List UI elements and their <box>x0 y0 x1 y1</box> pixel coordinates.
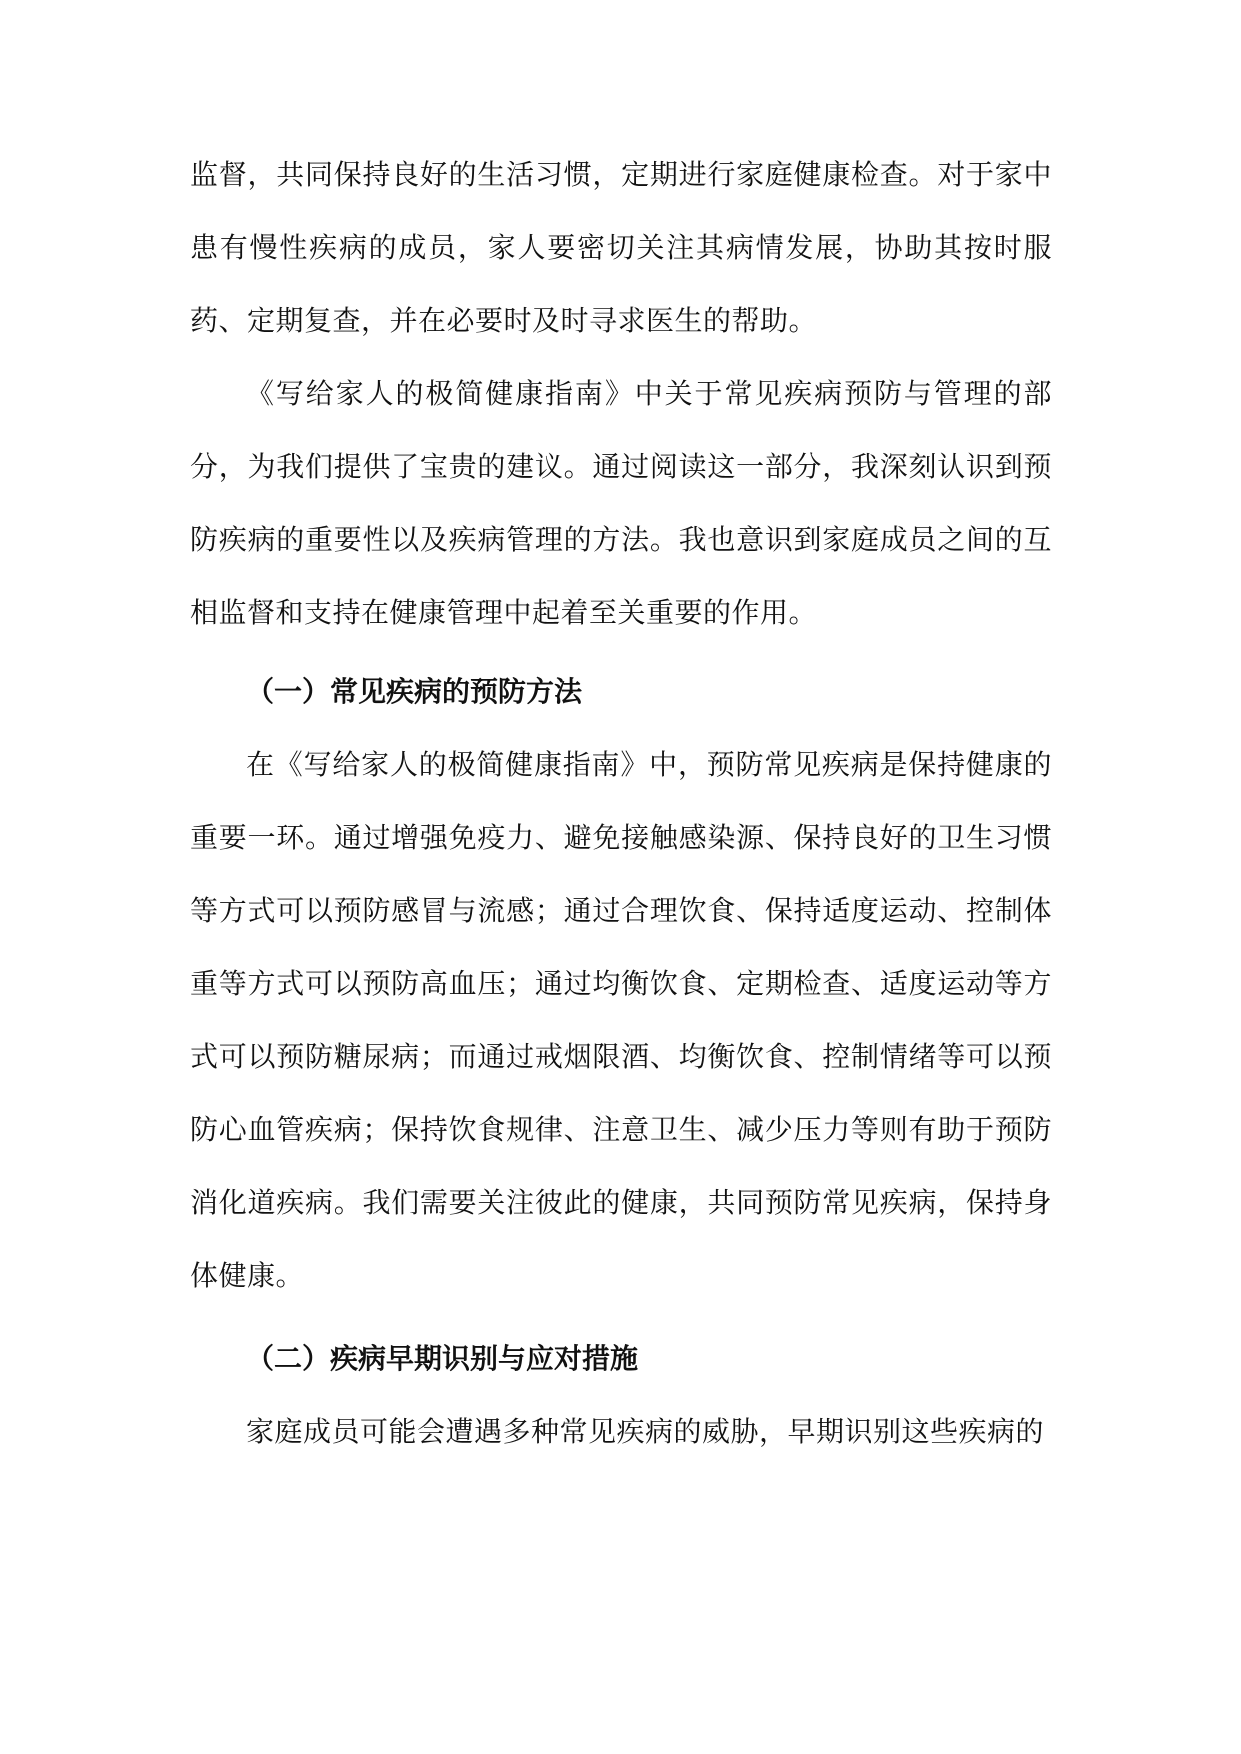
section-heading-early-detection: （二）疾病早期识别与应对措施 <box>246 1342 639 1375</box>
section-heading-prevention: （一）常见疾病的预防方法 <box>246 675 583 708</box>
paragraph-early-detection: 家庭成员可能会遭遇多种常见疾病的威胁，早期识别这些疾病的 <box>246 1415 1045 1448</box>
document-body <box>190 138 1052 1468</box>
paragraph-continued: 监督，共同保持良好的生活习惯，定期进行家庭健康检查。对于家中患有慢性疾病的成员，家人要密切关注其病情发展，协助其按时服药、定期复查，并在必要时及时寻求医生的帮助。 <box>190 158 1052 337</box>
paragraph-prevention-methods: 在《写给家人的极简健康指南》中，预防常见疾病是保持健康的重要一环。通过增强免疫力、避免接触感染源、保持良好的卫生习惯等方式可以预防感冒与流感；通过合理饮食、保持适度运动、控制体重等方式可以预防高血压；通过均衡饮食、定期检查、适度运动等方式可以预防糖尿病；而通过戒烟限酒、均衡饮食、控制情绪等可以预防心血管疾病；保持饮食规律、注意卫生、减少压力等则有助于预防消化道疾病。我们需要关注彼此的健康，共同预防常见疾病，保持身体健康。 <box>190 748 1052 1292</box>
paragraph-guide-summary: 《写给家人的极简健康指南》中关于常见疾病预防与管理的部分，为我们提供了宝贵的建议。通过阅读这一部分，我深刻认识到预防疾病的重要性以及疾病管理的方法。我也意识到家庭成员之间的互相监督和支持在健康管理中起着至关重要的作用。 <box>190 377 1052 629</box>
